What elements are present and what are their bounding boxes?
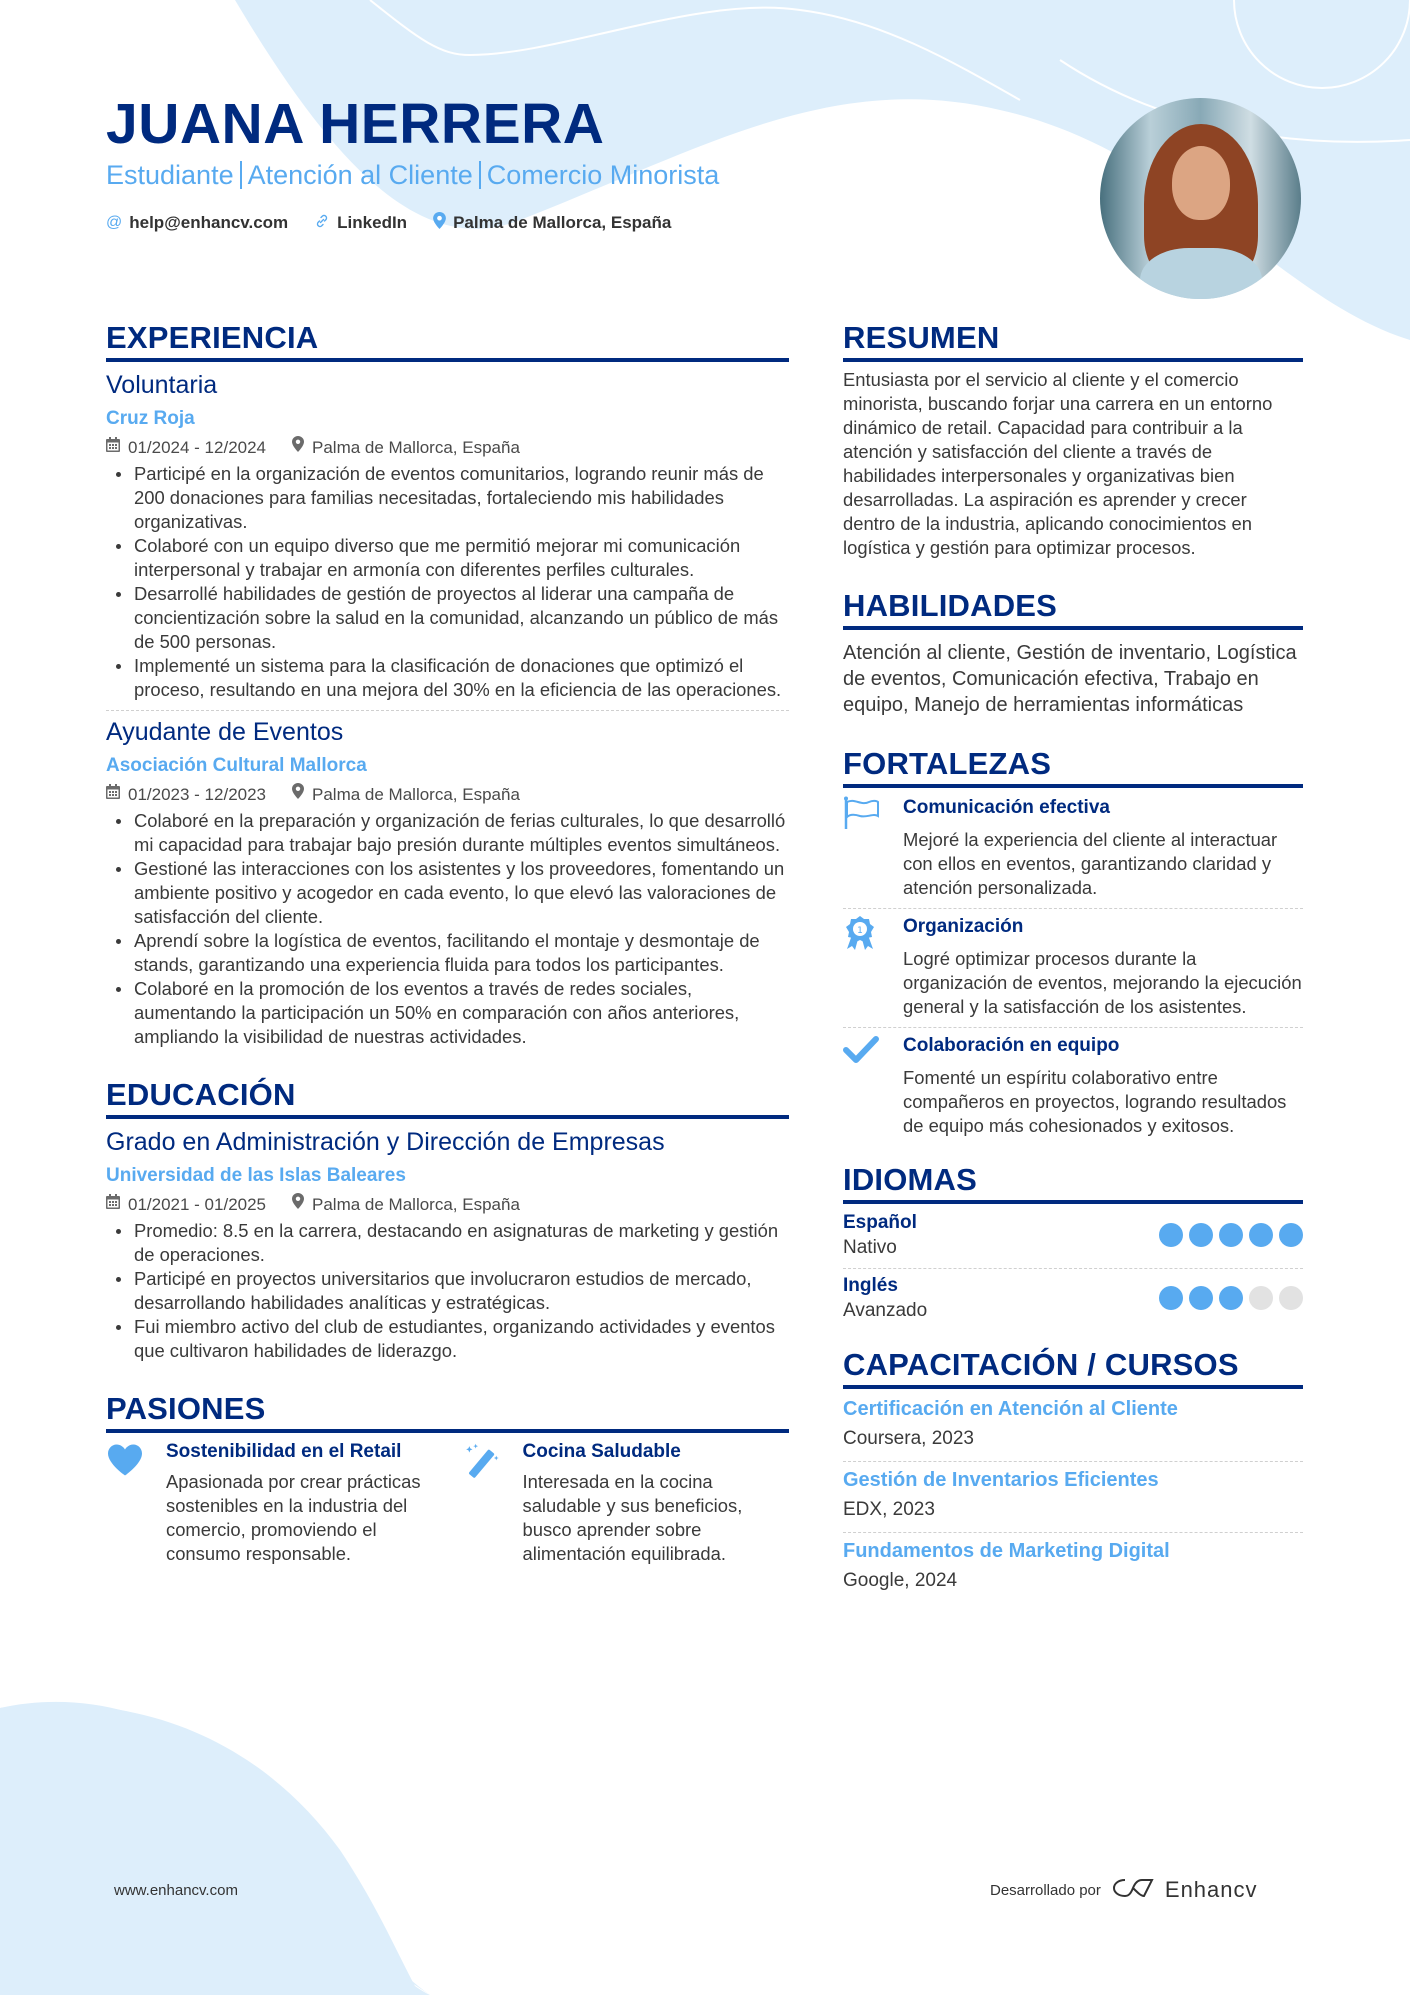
- job-bullets: [106, 462, 789, 702]
- section-title-courses: CAPACITACIÓN / CURSOS: [843, 1345, 1303, 1389]
- job-title: Ayudante de Eventos: [106, 718, 344, 746]
- summary-section: [843, 318, 1303, 560]
- svg-text:1: 1: [857, 926, 863, 936]
- headline-title-3: Comercio Minorista: [486, 160, 720, 190]
- course-provider: Coursera, 2023: [843, 1428, 974, 1449]
- rating-dot-filled: [1219, 1223, 1243, 1247]
- item-divider: [843, 908, 1303, 909]
- footer-website[interactable]: www.enhancv.com: [114, 1882, 238, 1899]
- bullet-item: Implementé un sistema para la clasificación de donaciones que optimizó el proceso, resultando en una mejora del 30% en la eficiencia de las operaciones.: [106, 654, 789, 702]
- language-item: [843, 1273, 1303, 1323]
- location-pin-icon: [292, 435, 304, 461]
- at-sign-icon: @: [106, 214, 123, 231]
- section-title-summary: RESUMEN: [843, 318, 1303, 362]
- passions-list: [106, 1439, 789, 1566]
- section-title-experience: EXPERIENCIA: [106, 318, 789, 362]
- rating-dot-filled: [1159, 1286, 1183, 1310]
- job-meta: [106, 782, 789, 808]
- rating-dot-filled: [1219, 1286, 1243, 1310]
- language-level: Nativo: [843, 1237, 897, 1258]
- contact-linkedin[interactable]: [314, 212, 407, 234]
- section-title-education: EDUCACIÓN: [106, 1075, 789, 1119]
- flag-icon: [843, 794, 889, 900]
- item-divider: [843, 1532, 1303, 1533]
- passion-item: [106, 1439, 433, 1566]
- item-divider: [106, 710, 789, 711]
- passion-description: Interesada en la cocina saludable y sus beneficios, busco aprender sobre alimentación equilibrada.: [522, 1471, 743, 1564]
- resume-header: [106, 92, 1006, 234]
- summary-text: Entusiasta por el servicio al cliente y el comercio minorista, buscando forjar una carrera en un entorno dinámico de retail. Capacidad para contribuir a la atención y satisfacción del cliente a través de habilidades interpersonales y organizativas bien desarrolladas. La aspiración es aprender y crecer dentro de la industria, aplicando conocimientos en logística y gestión para optimizar procesos.: [843, 369, 1273, 558]
- brand-name: Enhancv: [1164, 1877, 1258, 1902]
- education-location: Palma de Mallorca, España: [312, 1195, 520, 1214]
- passion-description: Apasionada por crear prácticas sostenibles en la industria del comercio, promoviendo el consumo responsable.: [166, 1471, 421, 1564]
- bullet-item: Colaboré en la preparación y organización de ferias culturales, lo que desarrolló mi capacidad para trabajar bajo presión durante múltiples eventos simultáneos.: [106, 809, 789, 857]
- contact-location: [433, 212, 671, 234]
- job-meta: [106, 435, 789, 461]
- language-level: Avanzado: [843, 1300, 928, 1321]
- education-item: [106, 1125, 789, 1363]
- location-text: Palma de Mallorca, España: [453, 213, 672, 232]
- linkedin-text: LinkedIn: [337, 213, 408, 232]
- skills-text: Atención al cliente, Gestión de inventario, Logística de eventos, Comunicación efectiva, Trabajo en equipo, Manejo de herramientas informáticas: [843, 642, 1297, 716]
- rating-dot-filled: [1279, 1223, 1303, 1247]
- calendar-icon: [106, 435, 120, 461]
- left-column: [106, 318, 789, 1566]
- languages-section: [843, 1160, 1303, 1323]
- headline-title-2: Atención al Cliente: [247, 160, 473, 190]
- rating-dot-filled: [1249, 1223, 1273, 1247]
- section-title-skills: HABILIDADES: [843, 586, 1303, 630]
- rating-dot-filled: [1189, 1286, 1213, 1310]
- passions-section: [106, 1389, 789, 1566]
- rating-dot-empty: [1279, 1286, 1303, 1310]
- bullet-item: Colaboré con un equipo diverso que me permitió mejorar mi comunicación interpersonal y trabajar en armonía con diferentes perfiles culturales.: [106, 534, 789, 582]
- bullet-item: Aprendí sobre la logística de eventos, facilitando el montaje y desmontaje de stands, garantizando una experiencia fluida para todos los participantes.: [106, 929, 789, 977]
- strength-item: [843, 913, 1303, 1019]
- job-title: Voluntaria: [106, 371, 218, 399]
- language-name: Español: [843, 1212, 917, 1233]
- strength-title: Organización: [903, 916, 1024, 937]
- section-title-languages: IDIOMAS: [843, 1160, 1303, 1204]
- language-item: [843, 1210, 1303, 1260]
- job-location: Palma de Mallorca, España: [312, 785, 520, 804]
- experience-section: [106, 318, 789, 1049]
- link-icon: [314, 213, 330, 234]
- language-rating: [1159, 1223, 1303, 1247]
- course-title: Certificación en Atención al Cliente: [843, 1398, 1178, 1420]
- award-ribbon-icon: [843, 913, 889, 1019]
- footer-branding: [990, 1876, 1258, 1904]
- bullet-item: Promedio: 8.5 en la carrera, destacando en asignaturas de marketing y gestión de operaciones.: [106, 1219, 789, 1267]
- strength-title: Comunicación efectiva: [903, 797, 1110, 818]
- bullet-item: Fui miembro activo del club de estudiantes, organizando actividades y eventos que cultivaron habilidades de liderazgo.: [106, 1315, 789, 1363]
- headline: [106, 158, 1006, 192]
- job-location: Palma de Mallorca, España: [312, 438, 520, 457]
- course-item: [843, 1537, 1303, 1595]
- course-title: Gestión de Inventarios Eficientes: [843, 1469, 1159, 1491]
- location-pin-icon: [292, 1192, 304, 1218]
- language-rating: [1159, 1286, 1303, 1310]
- company-name: Cruz Roja: [106, 408, 195, 429]
- strength-item: [843, 794, 1303, 900]
- education-dates: 01/2021 - 01/2025: [128, 1195, 267, 1214]
- contact-email[interactable]: [106, 212, 288, 234]
- skills-section: [843, 586, 1303, 718]
- passion-title: Sostenibilidad en el Retail: [166, 1441, 402, 1462]
- degree-title: Grado en Administración y Dirección de Empresas: [106, 1128, 665, 1156]
- email-text: help@enhancv.com: [129, 213, 289, 232]
- item-divider: [843, 1268, 1303, 1269]
- school-name: Universidad de las Islas Baleares: [106, 1165, 406, 1186]
- rating-dot-filled: [1159, 1223, 1183, 1247]
- enhancv-logo-icon: [1111, 1876, 1155, 1904]
- headline-divider: [479, 161, 481, 189]
- course-provider: EDX, 2023: [843, 1499, 935, 1520]
- bullet-item: Desarrollé habilidades de gestión de proyectos al liderar una campaña de concientización sobre la salud en la comunidad, alcanzando un público de más de 500 personas.: [106, 582, 789, 654]
- heart-icon: [106, 1439, 152, 1566]
- calendar-icon: [106, 1192, 120, 1218]
- calendar-icon: [106, 782, 120, 808]
- powered-by-label: Desarrollado por: [990, 1881, 1101, 1899]
- course-title: Fundamentos de Marketing Digital: [843, 1540, 1170, 1562]
- job-bullets: [106, 809, 789, 1049]
- course-provider: Google, 2024: [843, 1570, 958, 1591]
- candidate-name: JUANA HERRERA: [106, 92, 605, 156]
- magic-wand-icon: [463, 1439, 509, 1566]
- bullet-item: Participé en proyectos universitarios que involucraron estudios de mercado, desarrollando habilidades analíticas y estratégicas.: [106, 1267, 789, 1315]
- bullet-item: Gestioné las interacciones con los asistentes y los proveedores, fomentando un ambiente positivo y acogedor en cada evento, lo que elevó las valoraciones de satisfacción del cliente.: [106, 857, 789, 929]
- passion-title: Cocina Saludable: [522, 1441, 681, 1462]
- company-name: Asociación Cultural Mallorca: [106, 755, 367, 776]
- strength-description: Fomenté un espíritu colaborativo entre compañeros en proyectos, logrando resultados de equipo más cohesionados y exitosos.: [903, 1067, 1287, 1136]
- job-dates: 01/2023 - 12/2023: [128, 785, 267, 804]
- location-pin-icon: [292, 782, 304, 808]
- bullet-item: Colaboré en la promoción de los eventos a través de redes sociales, aumentando la participación un 50% en comparación con años anteriores, ampliando la visibilidad de nuestras actividades.: [106, 977, 789, 1049]
- courses-section: [843, 1345, 1303, 1595]
- section-title-strengths: FORTALEZAS: [843, 744, 1303, 788]
- course-item: [843, 1395, 1303, 1453]
- strength-title: Colaboración en equipo: [903, 1035, 1120, 1056]
- education-bullets: [106, 1219, 789, 1363]
- item-divider: [843, 1027, 1303, 1028]
- right-column: [843, 318, 1303, 1595]
- rating-dot-filled: [1189, 1223, 1213, 1247]
- contact-row: [106, 212, 1006, 234]
- checkmark-icon: [843, 1032, 889, 1138]
- strength-description: Logré optimizar procesos durante la organización de eventos, mejorando la ejecución general y la satisfacción de los asistentes.: [903, 948, 1302, 1017]
- headline-title-1: Estudiante: [106, 160, 234, 190]
- experience-item: [106, 368, 789, 702]
- item-divider: [843, 1461, 1303, 1462]
- section-title-passions: PASIONES: [106, 1389, 789, 1433]
- rating-dot-empty: [1249, 1286, 1273, 1310]
- experience-item: [106, 715, 789, 1049]
- language-name: Inglés: [843, 1275, 898, 1296]
- location-pin-icon: [433, 212, 446, 234]
- passion-item: [463, 1439, 790, 1566]
- course-item: [843, 1466, 1303, 1524]
- education-section: [106, 1075, 789, 1363]
- job-dates: 01/2024 - 12/2024: [128, 438, 267, 457]
- bullet-item: Participé en la organización de eventos comunitarios, logrando reunir más de 200 donaciones para familias necesitadas, fortaleciendo mis habilidades organizativas.: [106, 462, 789, 534]
- headline-divider: [240, 161, 242, 189]
- strength-item: [843, 1032, 1303, 1138]
- education-meta: [106, 1192, 789, 1218]
- strength-description: Mejoré la experiencia del cliente al interactuar con ellos en eventos, garantizando claridad y atención personalizada.: [903, 829, 1278, 898]
- profile-photo: [1100, 98, 1301, 299]
- strengths-section: [843, 744, 1303, 1138]
